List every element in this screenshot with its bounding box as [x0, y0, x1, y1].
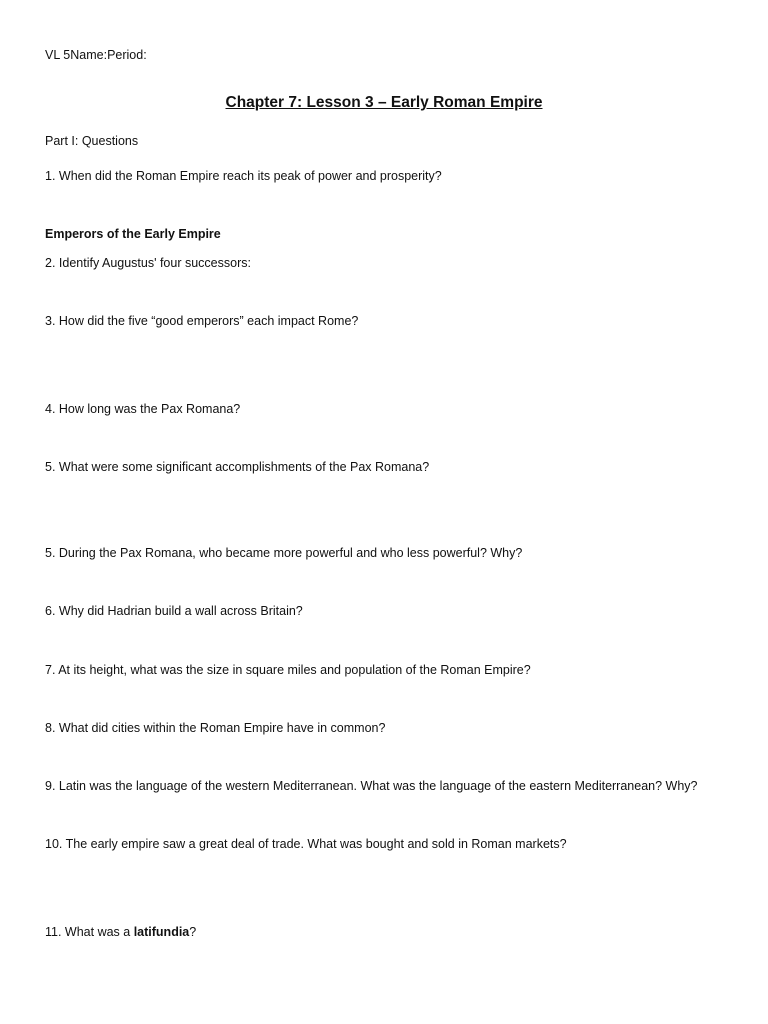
question-5b: 5. During the Pax Romana, who became more powerful and who less powerful? Why?	[45, 546, 523, 560]
question-9: 9. Latin was the language of the western Mediterranean. What was the language of the eastern Mediterranean? Why?	[45, 779, 698, 793]
question-4: 4. How long was the Pax Romana?	[45, 402, 241, 416]
question-1: 1. When did the Roman Empire reach its peak of power and prosperity?	[45, 169, 442, 183]
question-5a: 5. What were some significant accomplishments of the Pax Romana?	[45, 460, 430, 474]
question-11-prefix: 11. What was a	[45, 925, 134, 939]
question-11	[45, 924, 196, 940]
page-title: Chapter 7: Lesson 3 – Early Roman Empire	[225, 94, 543, 111]
question-2: 2. Identify Augustus' four successors:	[45, 256, 251, 270]
part-heading: Part I: Questions	[45, 134, 139, 148]
section-heading: Emperors of the Early Empire	[45, 227, 221, 241]
question-3: 3. How did the five “good emperors” each impact Rome?	[45, 314, 359, 328]
question-11-suffix: ?	[189, 925, 197, 939]
question-8: 8. What did cities within the Roman Empire have in common?	[45, 721, 386, 735]
question-10: 10. The early empire saw a great deal of trade. What was bought and sold in Roman markets?	[45, 837, 567, 851]
question-7: 7. At its height, what was the size in square miles and population of the Roman Empire?	[45, 663, 531, 677]
question-11-term: latifundia	[133, 925, 190, 939]
question-6: 6. Why did Hadrian build a wall across Britain?	[45, 604, 303, 618]
name-period-line: VL 5Name:Period:	[45, 48, 147, 62]
